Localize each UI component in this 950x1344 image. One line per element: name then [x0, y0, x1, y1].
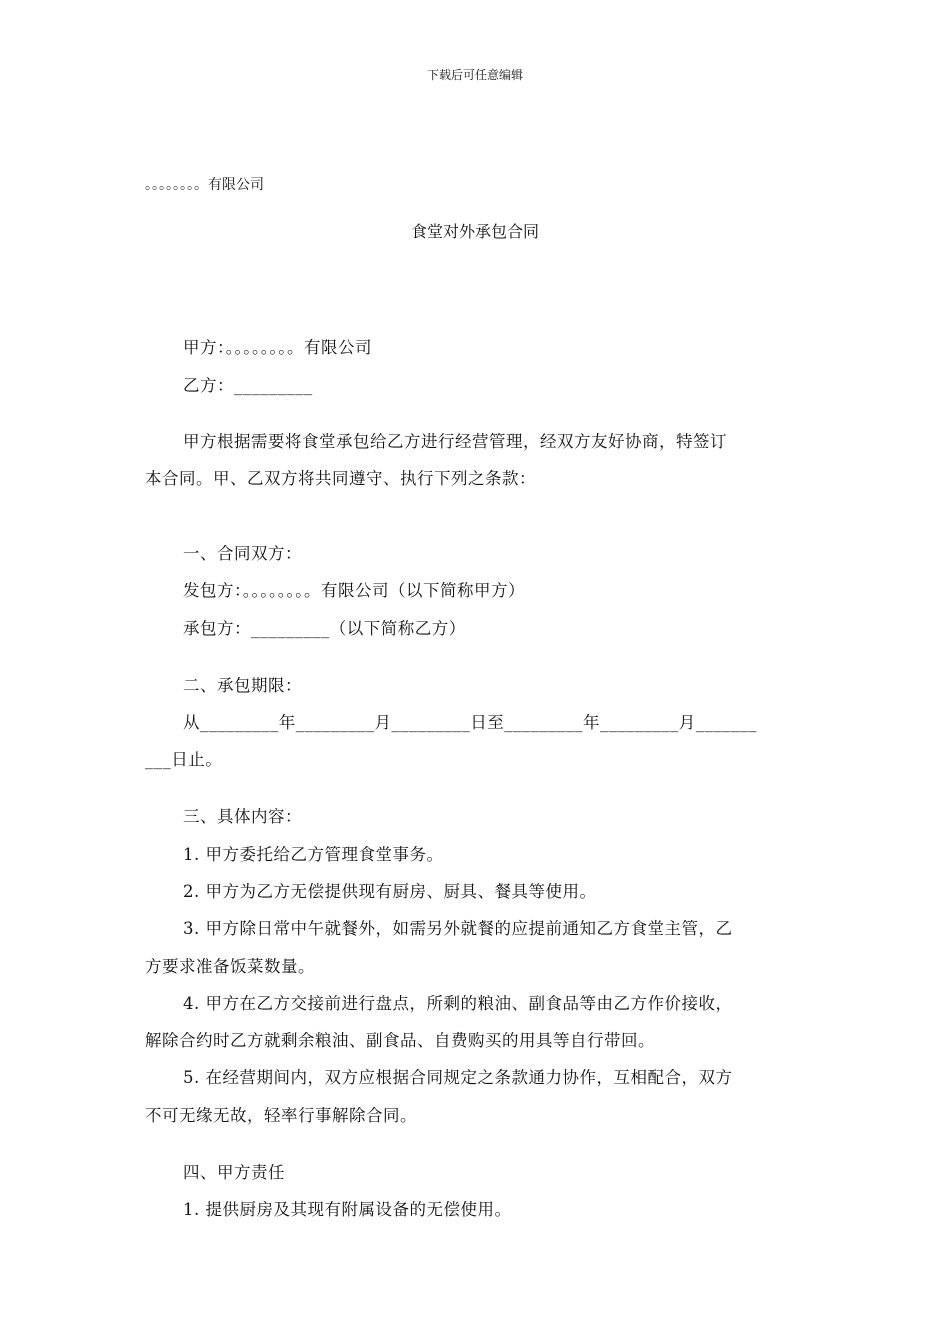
party-b: 乙方：_________ [183, 376, 313, 395]
header-note: 下载后可任意编辑 [426, 68, 523, 82]
contractor-receiver: 承包方：_________（以下简称乙方） [183, 619, 466, 638]
clause-3-4-line-2: 解除合约时乙方就剩余粮油、副食品、自费购买的用具等自行带回。 [145, 1031, 655, 1050]
term-line-1: 从_________年_________月_________日至_________年_________月_______ [183, 713, 757, 732]
term-line-2: ___日止。 [145, 750, 223, 769]
company-line: 。。。。。。。。有限公司 [145, 177, 264, 193]
clause-4-1: 1. 提供厨房及其现有附属设备的无偿使用。 [183, 1200, 512, 1219]
section-4-heading: 四、甲方责任 [183, 1163, 285, 1182]
section-2-heading: 二、承包期限： [183, 676, 302, 695]
party-a: 甲方：。。。。。。。。有限公司 [183, 338, 372, 357]
clause-3-4-line-1: 4. 甲方在乙方交接前进行盘点，所剩的粮油、副食品等由乙方作价接收， [183, 994, 733, 1013]
document-title: 食堂对外承包合同 [410, 222, 539, 241]
clause-3-3-line-2: 方要求准备饭菜数量。 [145, 957, 315, 976]
clause-3-5-line-2: 不可无缘无故，轻率行事解除合同。 [145, 1106, 417, 1125]
clause-3-2: 2. 甲方为乙方无偿提供现有厨房、厨具、餐具等使用。 [183, 882, 597, 901]
section-1-heading: 一、合同双方： [183, 544, 302, 563]
preamble-line-2: 本合同。甲、乙双方将共同遵守、执行下列之条款： [145, 469, 536, 488]
clause-3-3-line-1: 3. 甲方除日常中午就餐外，如需另外就餐的应提前通知乙方食堂主管，乙 [183, 919, 733, 938]
clause-3-1: 1. 甲方委托给乙方管理食堂事务。 [183, 845, 444, 864]
clause-3-5-line-1: 5. 在经营期间内，双方应根据合同规定之条款通力协作，互相配合，双方 [183, 1068, 733, 1087]
section-3-heading: 三、具体内容： [183, 807, 302, 826]
preamble-line-1: 甲方根据需要将食堂承包给乙方进行经营管理，经双方友好协商，特签订 [183, 432, 727, 451]
contractor-issuer: 发包方：。。。。。。。。有限公司（以下简称甲方） [183, 581, 525, 600]
